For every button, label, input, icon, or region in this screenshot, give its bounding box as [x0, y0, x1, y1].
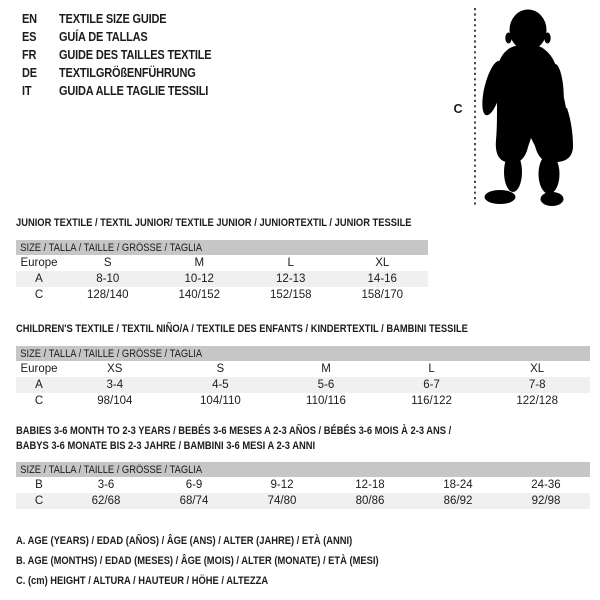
cell: L [428, 363, 435, 375]
row-label: C [34, 289, 44, 301]
cell: 80/86 [355, 495, 385, 507]
cell: 12-18 [355, 479, 385, 491]
cell: 6-7 [423, 379, 440, 391]
size-header-bar: SIZE / TALLA / TAILLE / GRÖSSE / TAGLIA [16, 240, 428, 255]
table-row [16, 493, 590, 509]
cell: 158/170 [361, 289, 404, 301]
footnotes [16, 531, 443, 591]
baby-silhouette-shape [478, 10, 573, 207]
cell: 152/158 [269, 289, 312, 301]
cell: 3-6 [97, 479, 115, 491]
cell: XL [530, 363, 545, 375]
junior-size-table [16, 240, 428, 303]
table-row [16, 287, 428, 303]
cell: XL [375, 257, 390, 269]
row-label: B [35, 479, 43, 491]
cell: S [103, 257, 112, 269]
row-label: Europe [20, 363, 58, 375]
cell: 7-8 [528, 379, 546, 391]
language-title-block [22, 10, 232, 100]
cell: 9-12 [270, 479, 294, 491]
table-row [16, 477, 590, 493]
cell: M [194, 257, 205, 269]
cell: 62/68 [91, 495, 121, 507]
cell: 12-13 [276, 273, 306, 285]
lang-label: GUIDE DES TAILLES TEXTILE [59, 48, 212, 62]
height-figure [440, 0, 600, 215]
lang-code: ES [22, 30, 37, 44]
table-row [16, 255, 428, 271]
row-label: A [35, 379, 43, 391]
row-label: A [35, 273, 43, 285]
cell: 86/92 [443, 495, 473, 507]
lang-code: FR [22, 48, 37, 62]
cell: 24-36 [531, 479, 561, 491]
cell: 14-16 [367, 273, 397, 285]
footnote-a: A. AGE (YEARS) / EDAD (AÑOS) / ÂGE (ANS) / ALTER (JAHRE) / ETÀ (ANNI) [16, 535, 353, 547]
lang-row-es [22, 28, 232, 46]
cell: 110/116 [306, 395, 346, 407]
section-title-junior: JUNIOR TEXTILE / TEXTIL JUNIOR/ TEXTILE JUNIOR / JUNIORTEXTIL / JUNIOR TESSILE [16, 217, 412, 229]
cell: 128/140 [86, 289, 129, 301]
cell: 18-24 [443, 479, 473, 491]
lang-code: IT [22, 84, 32, 98]
size-header-bar: SIZE / TALLA / TAILLE / GRÖSSE / TAGLIA [16, 462, 590, 477]
lang-label: TEXTILE SIZE GUIDE [59, 12, 167, 26]
section-title-children: CHILDREN'S TEXTILE / TEXTIL NIÑO/A / TEXTILE DES ENFANTS / KINDERTEXTIL / BAMBINI TESSILE [16, 323, 468, 335]
cell: 98/104 [97, 395, 133, 407]
cell: 92/98 [531, 495, 561, 507]
cell: 122/128 [516, 395, 558, 407]
lang-code: EN [22, 12, 37, 26]
cell: 140/152 [178, 289, 221, 301]
row-label: C [34, 495, 44, 507]
cell: L [287, 257, 294, 269]
lang-row-en [22, 10, 232, 28]
height-measure-label: C [453, 102, 463, 116]
table-row [16, 377, 590, 393]
babies-size-table [16, 462, 590, 509]
lang-label: TEXTILGRÖßENFÜHRUNG [59, 66, 196, 80]
size-header-bar: SIZE / TALLA / TAILLE / GRÖSSE / TAGLIA [16, 346, 590, 361]
cell: 10-12 [184, 273, 214, 285]
cell: 5-6 [317, 379, 335, 391]
cell: M [321, 363, 331, 375]
lang-label: GUÍA DE TALLAS [59, 30, 148, 44]
row-label: Europe [20, 257, 58, 269]
lang-row-fr [22, 46, 232, 64]
table-row [16, 361, 590, 377]
cell: 116/122 [411, 395, 452, 407]
cell: 68/74 [179, 495, 209, 507]
lang-row-it [22, 82, 232, 100]
footnote-b: B. AGE (MONTHS) / EDAD (MESES) / ÂGE (MOIS) / ALTER (MONATE) / ETÀ (MESI) [16, 555, 379, 567]
children-size-table [16, 346, 590, 409]
lang-code: DE [22, 66, 37, 80]
cell: 104/110 [200, 395, 241, 407]
cell: XS [107, 363, 123, 375]
footnote-c: C. (cm) HEIGHT / ALTURA / HAUTEUR / HÖHE / ALTEZZA [16, 575, 269, 587]
lang-row-de [22, 64, 232, 82]
cell: S [216, 363, 225, 375]
section-title-babies: BABIES 3-6 MONTH TO 2-3 YEARS / BEBÉS 3-6 MESES A 2-3 AÑOS / BÉBÉS 3-6 MOIS À 2-3 ANS / BABYS 3-6 MONATE BIS 2-3 JAHRE / BAMBINI 3-6 MESI A 2-3 ANNI [16, 425, 452, 452]
cell: 3-4 [106, 379, 124, 391]
cell: 74/80 [267, 495, 297, 507]
cell: 8-10 [96, 273, 120, 285]
table-row [16, 271, 428, 287]
table-row [16, 393, 590, 409]
row-label: C [34, 395, 44, 407]
lang-label: GUIDA ALLE TAGLIE TESSILI [59, 84, 209, 98]
cell: 4-5 [212, 379, 229, 391]
cell: 6-9 [185, 479, 203, 491]
